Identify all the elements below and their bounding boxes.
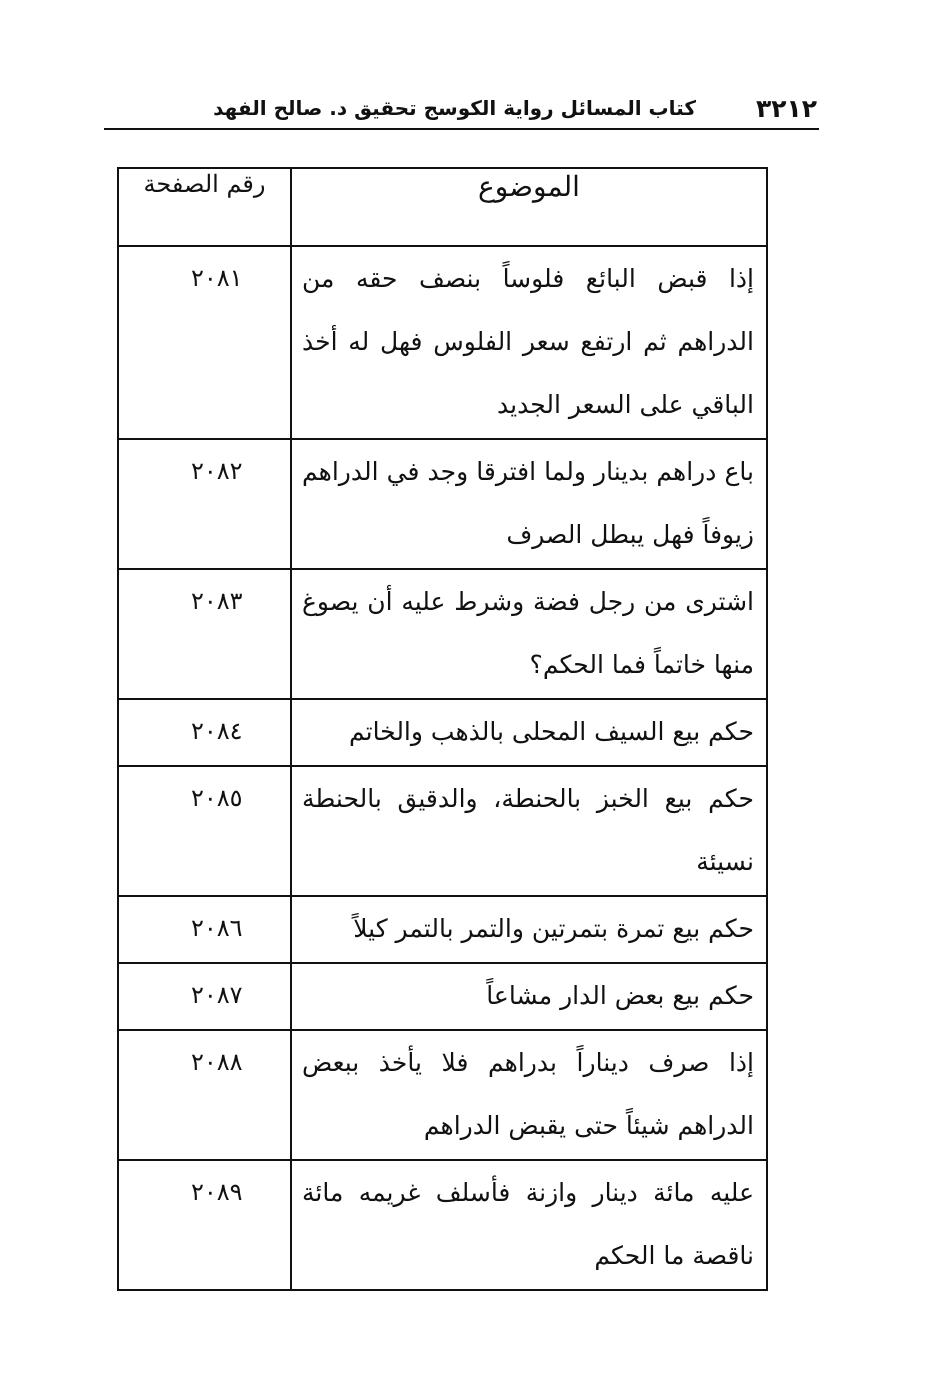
page-cell: ٢٠٨٣	[118, 569, 291, 699]
topic-cell: إذا قبض البائع فلوساً بنصف حقه من الدراهم ثم ارتفع سعر الفلوس فهل له أخذ الباقي على السعر الجديد	[291, 246, 767, 439]
table-row	[118, 246, 767, 439]
topic-cell: حكم بيع الخبز بالحنطة، والدقيق بالحنطة نسيئة	[291, 766, 767, 896]
topic-cell: حكم بيع تمرة بتمرتين والتمر بالتمر كيلاً	[291, 896, 767, 963]
topic-cell: عليه مائة دينار وازنة فأسلف غريمه مائة ناقصة ما الحكم	[291, 1160, 767, 1290]
topic-cell: حكم بيع السيف المحلى بالذهب والخاتم	[291, 699, 767, 766]
table-row	[118, 896, 767, 963]
index-table	[117, 167, 768, 1291]
topic-cell: إذا صرف ديناراً بدراهم فلا يأخذ ببعض الدراهم شيئاً حتى يقبض الدراهم	[291, 1030, 767, 1160]
page-cell: ٢٠٨٦	[118, 896, 291, 963]
page-number: ٣٢١٢	[755, 93, 817, 123]
table-header-row	[118, 168, 767, 246]
page-cell: ٢٠٨٤	[118, 699, 291, 766]
column-header-topic: الموضوع	[291, 168, 767, 246]
page-cell: ٢٠٨٧	[118, 963, 291, 1030]
page-cell: ٢٠٨٨	[118, 1030, 291, 1160]
table-row	[118, 963, 767, 1030]
table-row	[118, 1030, 767, 1160]
page-cell: ٢٠٨٥	[118, 766, 291, 896]
table-row	[118, 699, 767, 766]
page-cell: ٢٠٨١	[118, 246, 291, 439]
topic-cell: اشترى من رجل فضة وشرط عليه أن يصوغ منها خاتماً فما الحكم؟	[291, 569, 767, 699]
column-header-page: رقم الصفحة	[118, 168, 291, 246]
table-row	[118, 766, 767, 896]
table-row	[118, 569, 767, 699]
topic-cell: حكم بيع بعض الدار مشاعاً	[291, 963, 767, 1030]
page-cell: ٢٠٨٩	[118, 1160, 291, 1290]
topic-cell: باع دراهم بدينار ولما افترقا وجد في الدراهم زيوفاً فهل يبطل الصرف	[291, 439, 767, 569]
table-row	[118, 1160, 767, 1290]
page-cell: ٢٠٨٢	[118, 439, 291, 569]
table-row	[118, 439, 767, 569]
running-title: كتاب المسائل رواية الكوسج تحقيق د. صالح الفهد	[213, 96, 696, 120]
page-header	[104, 88, 819, 130]
